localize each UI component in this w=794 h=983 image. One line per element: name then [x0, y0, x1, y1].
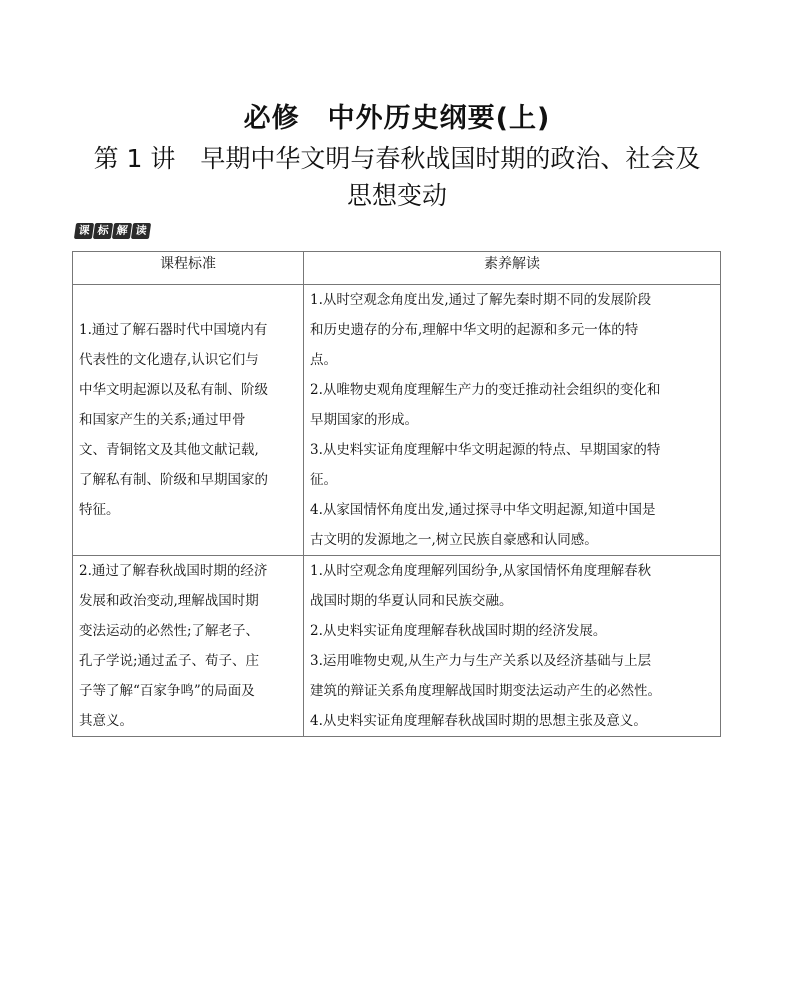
text-line: 古文明的发源地之一,树立民族自豪感和认同感。: [310, 532, 598, 548]
text-line: 征。: [310, 472, 337, 488]
text-line: 孔子学说;通过孟子、荀子、庄: [79, 653, 260, 669]
badge-char: 读: [131, 223, 151, 239]
curriculum-table: [72, 251, 721, 737]
text-line: 1.从时空观念角度出发,通过了解先秦时期不同的发展阶段: [310, 292, 652, 308]
text-line: 点。: [310, 352, 337, 368]
section-badge: [75, 223, 150, 239]
text-line: 1.从时空观念角度理解列国纷争,从家国情怀角度理解春秋: [310, 563, 652, 579]
page-title: 必修 中外历史纲要(上): [243, 103, 551, 134]
text-line: 特征。: [79, 502, 120, 518]
literacy-cell: [304, 285, 721, 556]
text-line: 4.从家国情怀角度出发,通过探寻中华文明起源,知道中国是: [310, 502, 656, 518]
text-line: 4.从史料实证角度理解春秋战国时期的思想主张及意义。: [310, 713, 647, 729]
standard-cell: [73, 556, 304, 737]
text-line: 1.通过了解石器时代中国境内有: [79, 322, 268, 338]
text-line: 发展和政治变动,理解战国时期: [79, 593, 259, 609]
text-line: 了解私有制、阶级和早期国家的: [79, 472, 268, 488]
text-line: 和国家产生的关系;通过甲骨: [79, 412, 246, 428]
table-row: [73, 285, 721, 556]
text-line: 其意义。: [79, 713, 133, 729]
table-row: [73, 556, 721, 737]
lesson-title: 第 1 讲 早期中华文明与春秋战国时期的政治、社会及思想变动: [93, 144, 701, 210]
text-line: 变法运动的必然性;了解老子、: [79, 623, 260, 639]
text-line: 3.从史料实证角度理解中华文明起源的特点、早期国家的特: [310, 442, 661, 458]
text-line: 中华文明起源以及私有制、阶级: [79, 382, 268, 398]
text-line: 3.运用唯物史观,从生产力与生产关系以及经济基础与上层: [310, 653, 652, 669]
text-line: 建筑的辩证关系角度理解战国时期变法运动产生的必然性。: [310, 683, 661, 699]
text-line: 2.从唯物史观角度理解生产力的变迁推动社会组织的变化和: [310, 382, 661, 398]
table-header-row: [73, 252, 721, 285]
badge-char: 课: [74, 223, 94, 239]
text-line: 文、青铜铭文及其他文献记载,: [79, 442, 259, 458]
text-line: 子等了解“百家争鸣”的局面及: [79, 683, 255, 699]
standard-cell: [73, 285, 304, 556]
badge-char: 解: [112, 223, 132, 239]
text-line: 和历史遗存的分布,理解中华文明的起源和多元一体的特: [310, 322, 639, 338]
text-line: 早期国家的形成。: [310, 412, 418, 428]
text-line: 战国时期的华夏认同和民族交融。: [310, 593, 513, 609]
badge-char: 标: [93, 223, 113, 239]
literacy-cell: [304, 556, 721, 737]
header-literacy: 素养解读: [304, 252, 721, 285]
text-line: 2.从史料实证角度理解春秋战国时期的经济发展。: [310, 623, 607, 639]
header-standard: 课程标准: [73, 252, 304, 285]
text-line: 代表性的文化遗存,认识它们与: [79, 352, 259, 368]
text-line: 2.通过了解春秋战国时期的经济: [79, 563, 268, 579]
